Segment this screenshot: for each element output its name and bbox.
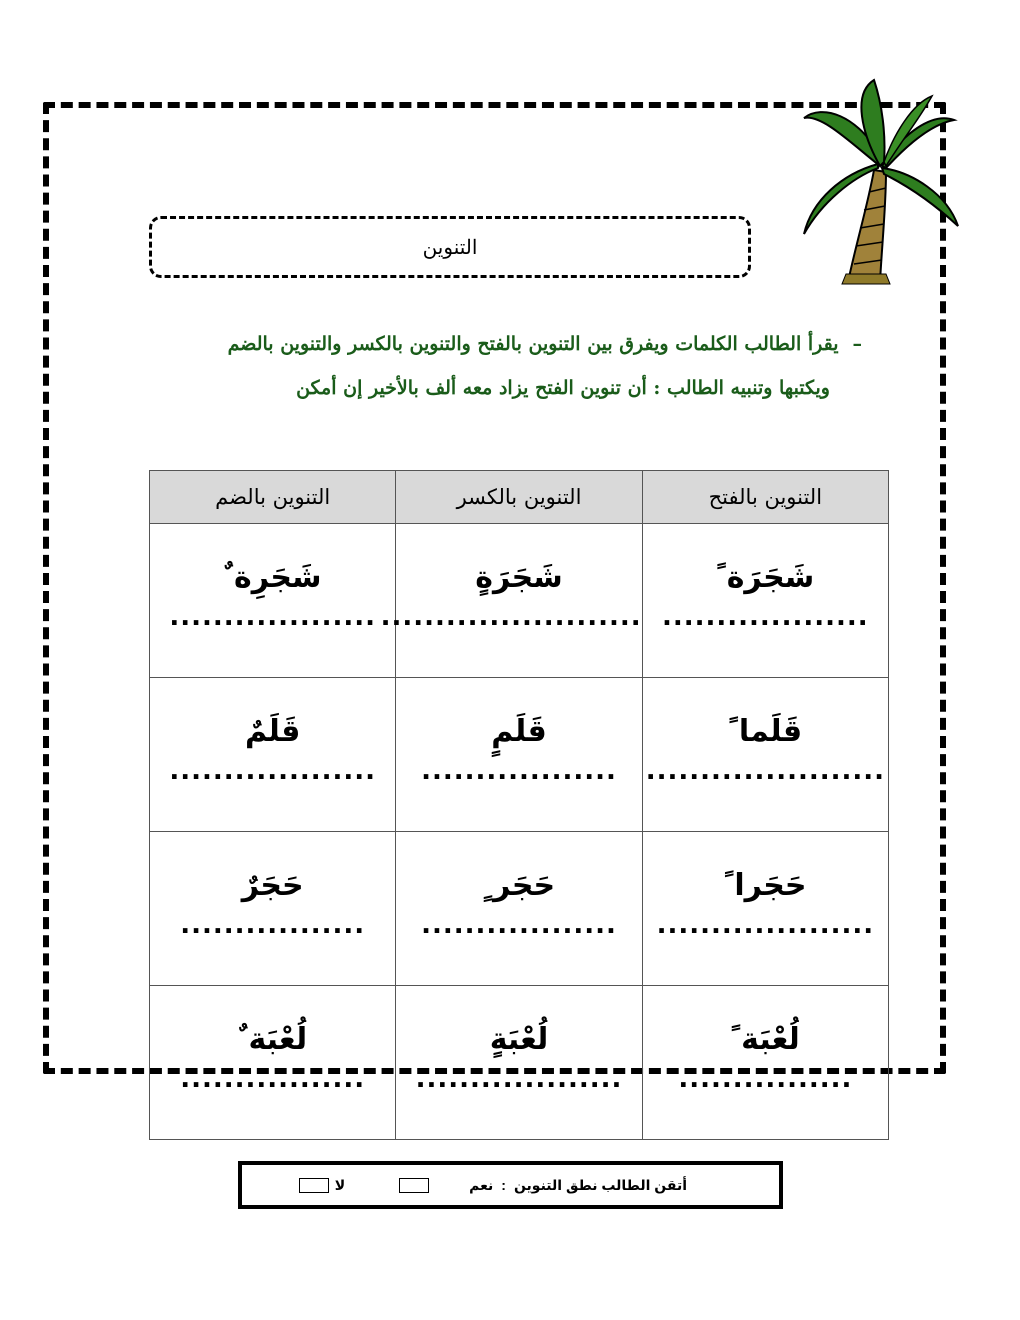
mastery-box [238, 1161, 783, 1209]
writing-line[interactable]: .................. [421, 910, 617, 940]
instruction-text-1: يقرأ الطالب الكلمات ويفرق بين التنوين بالفتح والتنوين بالكسر والتنوين بالضم [227, 333, 839, 355]
writing-line[interactable]: ................... [662, 602, 869, 632]
writing-line[interactable]: ...................... [645, 756, 885, 786]
word: شَجَرِة ٌ [223, 560, 322, 595]
writing-line[interactable]: ................... [415, 1064, 623, 1094]
word: حَجَرٌ [241, 868, 304, 903]
writing-line[interactable]: ................... [169, 756, 376, 786]
mastery-colon: : [501, 1177, 506, 1193]
table-row [150, 986, 889, 1140]
mastery-label: أتقن الطالب نطق التنوين [513, 1176, 687, 1193]
tanween-table [149, 470, 889, 1140]
instruction-line-1 [150, 322, 862, 366]
checkbox-no[interactable] [299, 1178, 329, 1193]
yes-label: نعم [469, 1176, 494, 1193]
word-cell [396, 678, 642, 832]
writing-line[interactable]: ................. [180, 1064, 366, 1094]
instructions [150, 322, 862, 410]
table-row [150, 524, 889, 678]
word: قَلَمٍ [491, 714, 547, 749]
table-header-row [150, 471, 889, 524]
header-kasr: التنوين بالكسر [396, 471, 642, 524]
title-box [149, 216, 751, 278]
word-cell [396, 986, 642, 1140]
header-fath: التنوين بالفتح [642, 471, 888, 524]
word: لُعْبَةٍ [489, 1022, 549, 1057]
writing-line[interactable]: ........................ [380, 602, 642, 632]
word: لُعْبَة ً [730, 1022, 800, 1057]
word-cell [396, 832, 642, 986]
word-cell [642, 986, 888, 1140]
checkbox-yes[interactable] [399, 1178, 429, 1193]
table-row [150, 832, 889, 986]
word: قَلَما ً [728, 714, 803, 749]
instruction-line-2: ويكتبها وتنبيه الطالب : أن تنوين الفتح يزاد معه ألف بالأخير إن أمكن [296, 377, 830, 399]
word-cell [642, 678, 888, 832]
word: شَجَرَةٍ [475, 560, 563, 595]
writing-line[interactable]: .................. [421, 756, 617, 786]
word-cell [642, 832, 888, 986]
writing-line[interactable]: ................... [169, 602, 376, 632]
word: شَجَرَة ً [716, 560, 815, 595]
word: حَجَرا ً [724, 868, 807, 903]
word-cell [150, 832, 396, 986]
no-label: لا [334, 1176, 346, 1193]
word-cell [642, 524, 888, 678]
instruction-dash: – [852, 333, 862, 355]
table-row [150, 678, 889, 832]
word: لُعْبَة ٌ [238, 1022, 308, 1057]
word-cell [150, 524, 396, 678]
writing-line[interactable]: ................. [180, 910, 366, 940]
palm-tree-icon [782, 74, 962, 290]
word: قَلَمٌ [244, 714, 301, 749]
writing-line[interactable]: ................ [678, 1064, 853, 1094]
page-title: التنوين [422, 235, 478, 259]
word: حَجَر ٍ [482, 868, 556, 903]
writing-line[interactable]: .................... [656, 910, 875, 940]
header-damm: التنوين بالضم [150, 471, 396, 524]
word-cell [150, 678, 396, 832]
word-cell [150, 986, 396, 1140]
word-cell [380, 524, 642, 678]
